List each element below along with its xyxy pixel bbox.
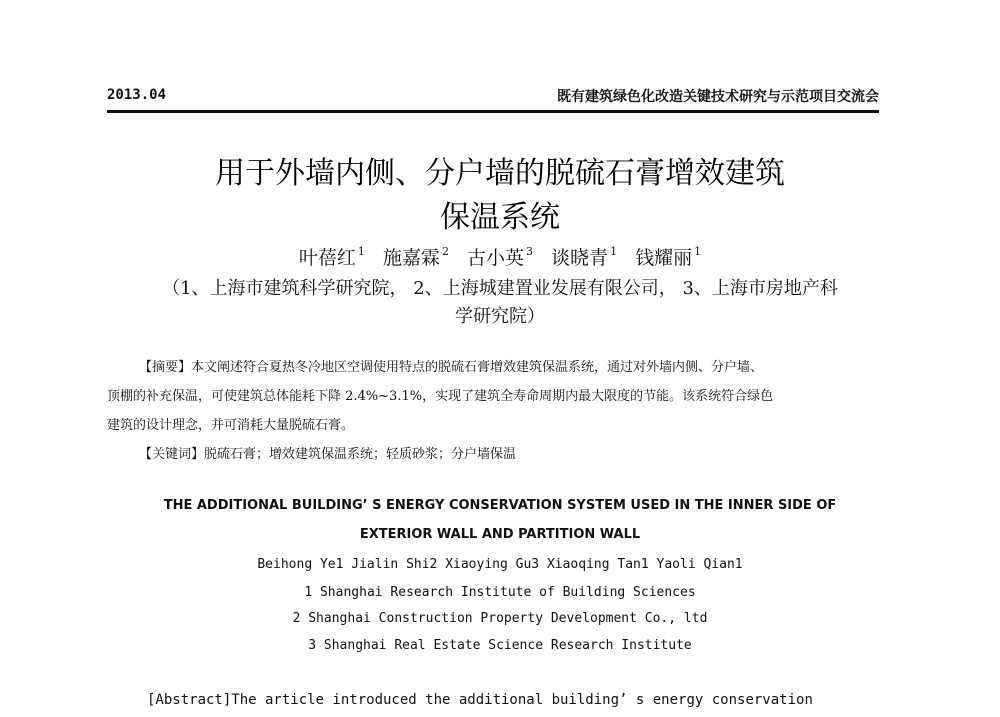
affiliation-line-1: （1、上海市建筑科学研究院， 2、上海城建置业发展有限公司， 3、上海市房地产科 (162, 278, 838, 299)
english-affiliation-2: 2 Shanghai Construction Property Development Co., ltd (292, 611, 708, 626)
abstract-cn-line-2: 顶棚的补充保温，可使建筑总体能耗下降 2.4%~3.1%，实现了建筑全寿命周期内最大限度的节能。该系统符合绿色 (107, 389, 774, 404)
english-title-line-1: THE ADDITIONAL BUILDING’ S ENERGY CONSERVATION SYSTEM USED IN THE INNER SIDE OF (163, 498, 837, 513)
header-rule (107, 110, 879, 113)
abstract-cn-line-3: 建筑的设计理念，并可消耗大量脱硫石膏。 (107, 418, 355, 433)
abstract-en-start: [Abstract]The article introduced the additional building’ s energy conservation (147, 692, 813, 708)
author: 施嘉霖 $^2$ (382, 245, 449, 269)
paper-title-line-2: 保温系统 (440, 200, 560, 235)
abstract-cn-line-1: 【摘要】本文阐述符合夏热冬冷地区空调使用特点的脱硫石膏增效建筑保温系统，通过对外墙内侧、分户墙、 (139, 360, 764, 375)
running-header (107, 86, 879, 108)
english-affiliation-3: 3 Shanghai Real Estate Science Research Institute (308, 638, 692, 653)
affiliation-line-2: 学研究院） (455, 306, 545, 327)
paper-title-line-1: 用于外墙内侧、分户墙的脱硫石膏增效建筑 (215, 156, 785, 191)
english-title-line-2: EXTERIOR WALL AND PARTITION WALL (359, 527, 641, 542)
author: 古小英 $^3$ (466, 245, 533, 269)
author: 钱耀丽 $^1$ (635, 245, 702, 269)
journal-title: 既有建筑绿色化改造关键技术研究与示范项目交流会 (557, 89, 879, 105)
issue-date: 2013.04 (107, 87, 167, 103)
author: 谈晓青 $^1$ (551, 245, 618, 269)
keywords-cn: 【关键词】脱硫石膏；增效建筑保温系统；轻质砂浆；分户墙保温 (139, 447, 517, 462)
author: 叶蓓红 $^1$ (298, 245, 365, 269)
author-list (0, 243, 1000, 270)
english-authors: Beihong Ye1 Jialin Shi2 Xiaoying Gu3 Xiaoqing Tan1 Yaoli Qian1 (257, 557, 743, 572)
english-affiliation-1: 1 Shanghai Research Institute of Building Sciences (304, 585, 696, 600)
